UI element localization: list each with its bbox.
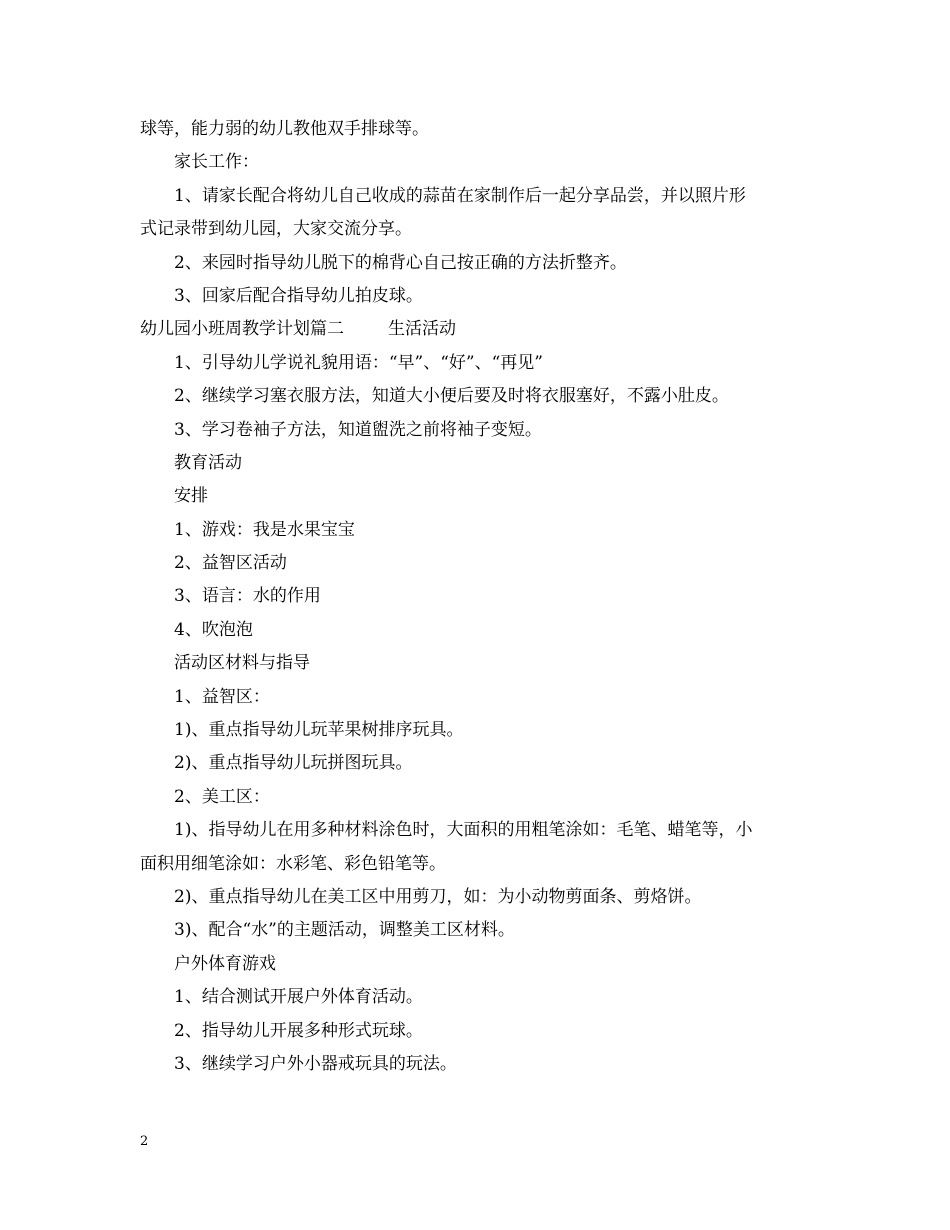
paragraph-line: 1、引导幼儿学说礼貌用语：“早”、“好”、“再见”: [174, 352, 543, 373]
section-heading-daily-life: 生活活动: [388, 319, 456, 340]
section-heading-outdoor-games: 户外体育游戏: [174, 953, 276, 974]
paragraph-line: 2、继续学习塞衣服方法，知道大小便后要及时将衣服塞好，不露小肚皮。: [174, 386, 729, 407]
paragraph-line: 3、回家后配合指导幼儿拍皮球。: [174, 285, 423, 306]
list-item: 4、吹泡泡: [174, 619, 253, 640]
paragraph-line: 3、学习卷袖子方法，知道盥洗之前将袖子变短。: [174, 419, 542, 440]
paragraph-line: 面积用细笔涂如：水彩笔、彩色铅笔等。: [140, 853, 446, 874]
list-item: 1、结合测试开展户外体育活动。: [174, 987, 423, 1008]
paragraph-line: 2、来园时指导幼儿脱下的棉背心自己按正确的方法折整齐。: [174, 252, 627, 273]
document-body: [140, 113, 812, 1081]
paragraph-line: 1、请家长配合将幼儿自己收成的蒜苗在家制作后一起分享品尝，并以照片形: [174, 185, 746, 206]
list-item: 1、益智区：: [174, 686, 270, 707]
list-item: 1)、重点指导幼儿玩苹果树排序玩具。: [174, 720, 464, 741]
section-heading-arrangement: 安排: [174, 486, 208, 507]
list-item: 2)、重点指导幼儿玩拼图玩具。: [174, 753, 413, 774]
list-item: 3、语言：水的作用: [174, 586, 321, 607]
paragraph-line: 球等，能力弱的幼儿教他双手排球等。: [140, 119, 429, 139]
article-title-line: [140, 313, 812, 346]
section-heading-activity-area: 活动区材料与指导: [174, 653, 310, 674]
page-number: 2: [140, 1134, 149, 1149]
list-item: 3)、配合“水”的主题活动，调整美工区材料。: [174, 920, 515, 941]
paragraph-line: 1)、指导幼儿在用多种材料涂色时，大面积的用粗笔涂如：毛笔、蜡笔等，小: [174, 820, 753, 841]
article-title: 幼儿园小班周教学计划篇二: [140, 319, 344, 340]
list-item: 1、游戏：我是水果宝宝: [174, 519, 355, 540]
list-item: 2)、重点指导幼儿在美工区中用剪刀，如：为小动物剪面条、剪烙饼。: [174, 886, 702, 907]
list-item: 2、指导幼儿开展多种形式玩球。: [174, 1020, 423, 1041]
section-heading-parent-work: 家长工作：: [174, 152, 259, 173]
list-item: 3、继续学习户外小器戒玩具的玩法。: [174, 1053, 457, 1074]
list-item: 2、美工区：: [174, 786, 270, 807]
paragraph-line: 式记录带到幼儿园，大家交流分享。: [140, 219, 412, 240]
list-item: 2、益智区活动: [174, 553, 287, 574]
section-heading-education: 教育活动: [174, 452, 242, 473]
